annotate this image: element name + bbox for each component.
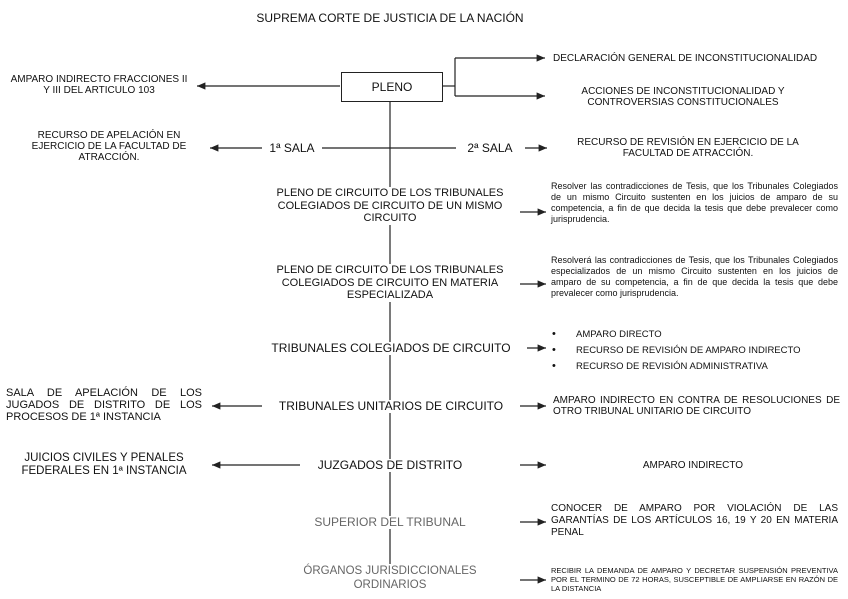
primera-sala-label: 1ª SALA — [262, 142, 322, 155]
juzgados-right-text: AMPARO INDIRECTO — [642, 460, 744, 471]
pleno-right-bottom-text: ACCIONES DE INCONSTITUCIONALIDAD Y CONTROVERSIAS CONSTITUCIONALES — [581, 86, 785, 108]
juzgados-label: JUZGADOS DE DISTRITO — [300, 459, 480, 472]
list-item: • RECURSO DE REVISIÓN ADMINISTRATIVA — [550, 361, 840, 372]
unitarios-left-text: SALA DE APELACIÓN DE LOS JUGADOS DE DISTRITO DE LOS PROCESOS DE 1ª INSTANCIA — [6, 387, 202, 423]
sala-left-text: RECURSO DE APELACIÓN EN EJERCICIO DE LA FACULTAD DE ATRACCIÓN. — [31, 130, 187, 163]
list-item: • RECURSO DE REVISIÓN DE AMPARO INDIRECTO — [550, 345, 840, 356]
superior-label: SUPERIOR DEL TRIBUNAL — [290, 516, 490, 529]
organos-right-text: RECIBIR LA DEMANDA DE AMPARO Y DECRETAR SUSPENSIÓN PREVENTIVA POR EL TERMINO DE 72 HORAS, SUSCEPTIBLE DE AMPLIARSE EN RAZÓN DE LA DISTANCIA — [551, 566, 838, 593]
unitarios-right-text: AMPARO INDIRECTO EN CONTRA DE RESOLUCIONES DE OTRO TRIBUNAL UNITARIO DE CIRCUITO — [553, 395, 840, 417]
colegiados-label: TRIBUNALES COLEGIADOS DE CIRCUITO — [255, 342, 527, 355]
organos-label: ÓRGANOS JURISDICCIONALES ORDINARIOS — [280, 564, 500, 592]
unitarios-label: TRIBUNALES UNITARIOS DE CIRCUITO — [262, 400, 520, 413]
juzgados-left-text: JUICIOS CIVILES Y PENALES FEDERALES EN 1ª INSTANCIA — [21, 452, 187, 477]
pleno-circuito-especializada-label: PLENO DE CIRCUITO DE LOS TRIBUNALES COLEGIADOS DE CIRCUITO EN MATERIA ESPECIALIZADA — [262, 264, 518, 302]
pleno-right-top-text: DECLARACIÓN GENERAL DE INCONSTITUCIONALIDAD — [553, 53, 818, 64]
colegiados-list — [550, 329, 840, 377]
pleno-circuito-mismo-text: Resolver las contradicciones de Tesis, que los Tribunales Colegiados de un mismo Circuito sustenten en los juicios de amparo de su competencia, a fin de que decida la tesis que debe prevalecer como jurisprudencia. — [551, 181, 838, 224]
superior-right-text: CONOCER DE AMPARO POR VIOLACIÓN DE LAS GARANTÍAS DE LOS ARTÍCULOS 16, 19 Y 20 EN MATERIA PENAL — [551, 503, 838, 538]
page-title: SUPREMA CORTE DE JUSTICIA DE LA NACIÓN — [256, 11, 524, 25]
sala-right-text: RECURSO DE REVISIÓN EN EJERCICIO DE LA FACULTAD DE ATRACCIÓN. — [577, 137, 799, 159]
segunda-sala-label: 2ª SALA — [456, 142, 524, 155]
pleno-circuito-especializada-text: Resolverá las contradicciones de Tesis, que los Tribunales Colegiados especializados de un mismo Circuito sustenten en los juicios de amparo de su competencia, a fin de que decida la tesis que debe prevalecer como jurisprudencia. — [551, 255, 838, 298]
pleno-circuito-mismo-label: PLENO DE CIRCUITO DE LOS TRIBUNALES COLEGIADOS DE CIRCUITO DE UN MISMO CIRCUITO — [262, 187, 518, 225]
pleno-label: PLENO — [371, 80, 413, 94]
pleno-box — [341, 72, 443, 102]
pleno-left-text: AMPARO INDIRECTO FRACCIONES II Y III DEL ARTICULO 103 — [10, 74, 188, 96]
list-item: • AMPARO DIRECTO — [550, 329, 840, 340]
